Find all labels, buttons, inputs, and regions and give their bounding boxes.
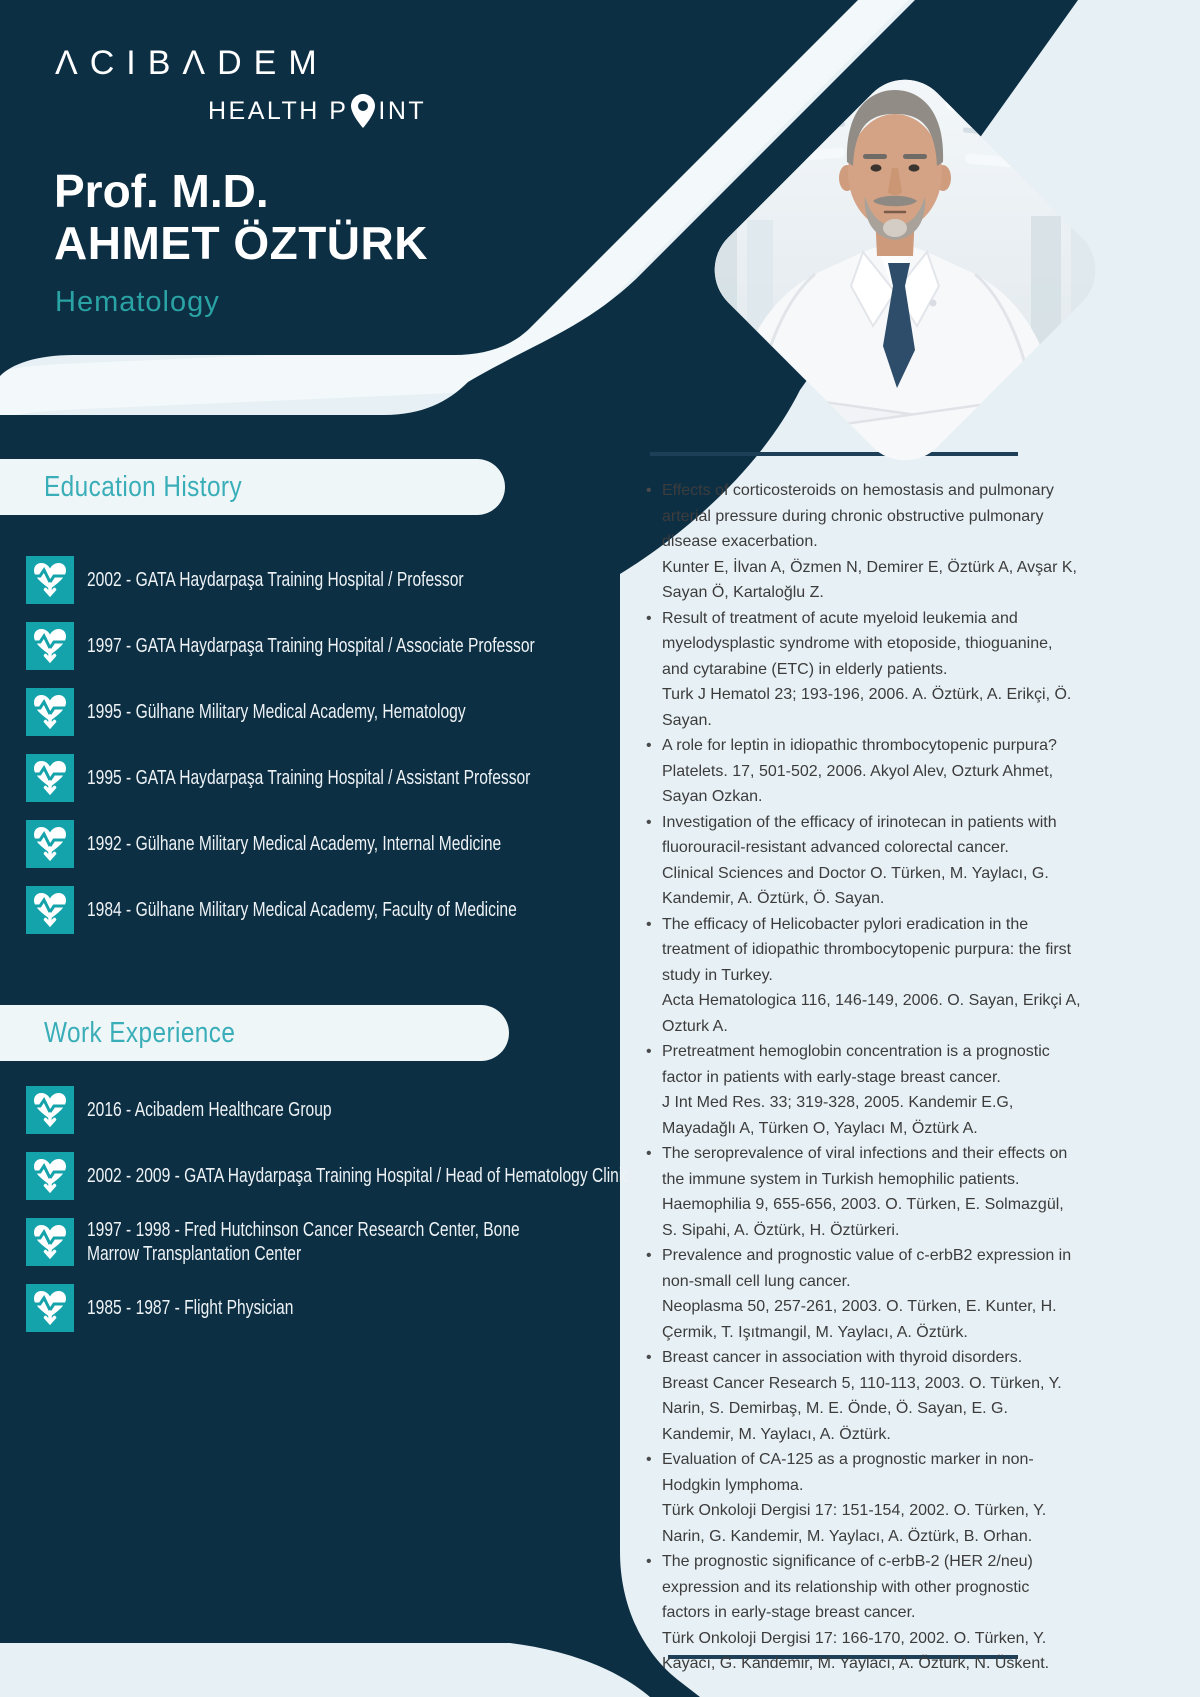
heartbeat-icon <box>26 754 74 802</box>
publication-title: • Prevalence and prognostic value of c-erbB2 expression in non-small cell lung cancer. <box>662 1247 1072 1290</box>
work-item-label: 2016 - Acibadem Healthcare Group <box>87 1099 332 1121</box>
publication-title: • The prognostic significance of c-erbB-2 (HER 2/neu) expression and its relationship with other prognostic factors in early-stage breast cancer. <box>662 1553 1033 1621</box>
publication-ref: Clinical Sciences and Doctor O. Türken, M. Yaylacı, G. Kandemir, A. Öztürk, Ö. Sayan. <box>662 864 1049 907</box>
doctor-name: AHMET ÖZTÜRK <box>54 217 428 269</box>
education-item-label: 1992 - Gülhane Military Medical Academy, Internal Medicine <box>87 833 502 855</box>
publication-ref: Türk Onkoloji Dergisi 17: 166-170, 2002. O. Türken, Y. Kayacı, G. Kandemir, M. Yaylacı, A. Öztürk, N. Üskent. <box>662 1629 1050 1672</box>
location-pin-icon <box>350 92 376 130</box>
publication-title: • Result of treatment of acute myeloid leukemia and myelodysplastic syndrome with etoposide, thioguanine, and cytarabine (ETC) in elderly patients. <box>662 609 1053 678</box>
work-item <box>26 1086 783 1134</box>
heartbeat-icon <box>26 688 74 736</box>
education-item <box>26 886 661 934</box>
publication-title: • The efficacy of Helicobacter pylori eradication in the treatment of idiopathic thrombocytopenic purpura: the first study in Turkey. <box>662 915 1072 984</box>
publication-title: • The seroprevalence of viral infections and their effects on the immune system in Turkish hemophilic patients. <box>662 1145 1068 1188</box>
work-item <box>26 1152 783 1200</box>
publication-title: • A role for leptin in idiopathic thrombocytopenic purpura? <box>662 737 1057 754</box>
work-item-label: 2002 - 2009 - GATA Haydarpaşa Training Hospital / Head of Hematology Clinic <box>87 1165 631 1187</box>
publication-item <box>645 912 1081 1040</box>
education-item-label: 1995 - Gülhane Military Medical Academy, Hematology <box>87 701 466 723</box>
education-item <box>26 820 661 868</box>
publication-item <box>645 478 1081 606</box>
doctor-specialty: Hematology <box>55 286 220 318</box>
publication-ref: Haemophilia 9, 655-656, 2003. O. Türken, E. Solmazgül, S. Sipahi, A. Öztürk, H. Öztürkeri. <box>662 1196 1064 1239</box>
heartbeat-icon <box>26 622 74 670</box>
heartbeat-icon <box>26 1284 74 1332</box>
work-list <box>26 1086 783 1350</box>
publication-title: • Investigation of the efficacy of irinotecan in patients with fluorouracil-resistant advanced colorectal cancer. <box>662 813 1057 856</box>
education-item <box>26 622 661 670</box>
publication-item <box>645 810 1081 912</box>
work-item-label: 1997 - 1998 - Fred Hutchinson Cancer Research Center, Bone Marrow Transplantation Center <box>87 1219 520 1265</box>
work-item-label: 1985 - 1987 - Flight Physician <box>87 1297 294 1319</box>
publication-item <box>645 733 1081 810</box>
publication-ref: Turk J Hematol 23; 193-196, 2006. A. Öztürk, A. Erikçi, Ö. Sayan. <box>662 686 1072 729</box>
education-item <box>26 754 661 802</box>
publication-ref: J Int Med Res. 33; 319-328, 2005. Kandemir E.G, Mayadağlı A, Türken O, Yaylacı M, Öztürk A. <box>662 1094 1014 1137</box>
education-item <box>26 556 661 604</box>
heartbeat-icon <box>26 886 74 934</box>
brand-submark-right: INT <box>378 96 427 125</box>
education-item <box>26 688 661 736</box>
brand-submark-left: HEALTH P <box>208 96 349 125</box>
heartbeat-icon <box>26 820 74 868</box>
publication-ref: Türk Onkoloji Dergisi 17: 151-154, 2002. O. Türken, Y. Narin, G. Kandemir, M. Yaylacı, A. Öztürk, B. Orhan. <box>662 1502 1047 1545</box>
work-item <box>26 1284 783 1332</box>
publication-title: • Evaluation of CA-125 as a prognostic marker in non-Hodgkin lymphoma. <box>662 1451 1034 1494</box>
publications-list <box>645 478 1081 1677</box>
brand-submark <box>208 92 426 130</box>
education-item-label: 1997 - GATA Haydarpaşa Training Hospital / Associate Professor <box>87 635 535 657</box>
publication-title: • Pretreatment hemoglobin concentration is a prognostic factor in patients with early-stage breast cancer. <box>662 1043 1050 1086</box>
doctor-title: Prof. M.D. <box>54 165 269 217</box>
publication-ref: Acta Hematologica 116, 146-149, 2006. O. Sayan, Erikçi A, Ozturk A. <box>662 992 1081 1035</box>
section-pill-work <box>0 1005 509 1061</box>
heartbeat-icon <box>26 1086 74 1134</box>
education-title: Education History <box>44 470 243 503</box>
publication-ref: Breast Cancer Research 5, 110-113, 2003. O. Türken, Y. Narin, S. Demirbaş, M. E. Önde, Ö. Sayan, E. G. Kandemir, M. Yaylacı, A. Öztürk. <box>662 1374 1062 1443</box>
publication-item <box>645 1345 1081 1447</box>
publication-ref: Neoplasma 50, 257-261, 2003. O. Türken, E. Kunter, H. Çermik, T. Işıtmangil, M. Yaylacı, A. Öztürk. <box>662 1298 1057 1341</box>
publication-ref: Platelets. 17, 501-502, 2006. Akyol Alev, Ozturk Ahmet, Sayan Ozkan. <box>662 762 1054 805</box>
work-title: Work Experience <box>44 1016 236 1049</box>
heartbeat-icon <box>26 1152 74 1200</box>
education-item-label: 2002 - GATA Haydarpaşa Training Hospital / Professor <box>87 569 464 591</box>
publication-ref: Kunter E, İlvan A, Özmen N, Demirer E, Öztürk A, Avşar K, Sayan Ö, Kartaloğlu Z. <box>662 558 1077 601</box>
education-item-label: 1984 - Gülhane Military Medical Academy, Faculty of Medicine <box>87 899 517 921</box>
top-rule <box>650 452 1018 456</box>
heartbeat-icon <box>26 556 74 604</box>
brand-logo <box>55 44 427 125</box>
publication-item <box>645 1549 1081 1677</box>
education-item-label: 1995 - GATA Haydarpaşa Training Hospital / Assistant Professor <box>87 767 531 789</box>
brand-wordmark: ΛCIBΛDEM <box>55 44 329 82</box>
publication-title: • Breast cancer in association with thyroid disorders. <box>662 1349 1023 1366</box>
heartbeat-icon <box>26 1218 74 1266</box>
publication-item <box>645 1447 1081 1549</box>
work-item <box>26 1218 783 1266</box>
publication-title: • Effects of corticosteroids on hemostasis and pulmonary arterial pressure during chronic obstructive pulmonary disease exacerbation. <box>662 482 1054 550</box>
section-pill-education <box>0 459 505 515</box>
education-list <box>26 556 661 952</box>
publication-item <box>645 606 1081 734</box>
